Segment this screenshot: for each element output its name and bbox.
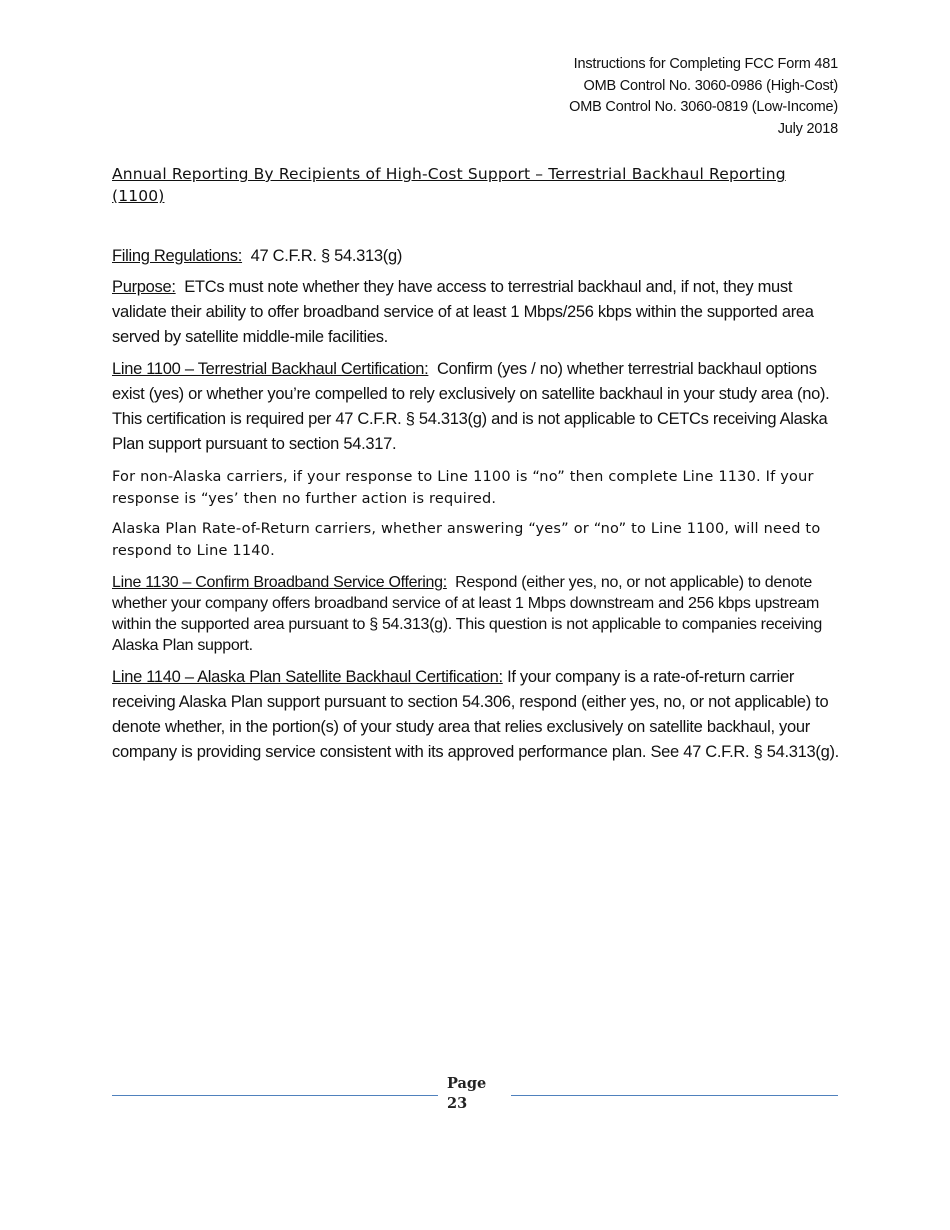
filing-regulations-paragraph	[112, 244, 840, 269]
page-footer	[112, 1074, 838, 1118]
filing-regulations-text: 47 C.F.R. § 54.313(g)	[250, 247, 403, 265]
line-1140-paragraph	[112, 665, 840, 765]
line-1100-text: Confirm (yes / no) whether terrestrial backhaul options exist (yes) or whether you’re compelled to rely exclusively on satellite backhaul in your study area (no). This certification is required per 47 C.F.R. § 54.313(g) and is not applicable to CETCs receiving Alaska Plan support pursuant to section 54.317.	[112, 360, 830, 453]
document-header	[569, 54, 838, 140]
footer-rule-left	[112, 1095, 438, 1096]
line-1140-text: If your company is a rate-of-return carrier receiving Alaska Plan support pursuant to section 54.306, respond (either yes, no, or not applicable) to denote whether, in the portion(s) of your study area that relies exclusively on satellite backhaul, your company is providing service consistent with its approved performance plan. See 47 C.F.R. § 54.313(g).	[112, 668, 839, 761]
line-1130-text: Respond (either yes, no, or not applicable) to denote whether your company offers broadband service of at least 1 Mbps downstream and 256 kbps upstream within the supported area pursuant to § 54.313(g). This question is not applicable to companies receiving Alaska Plan support.	[112, 574, 822, 654]
line-1100-label: Line 1100 – Terrestrial Backhaul Certification:	[112, 360, 429, 378]
alaska-note: Alaska Plan Rate-of-Return carriers, whether answering “yes” or “no” to Line 1100, will need to respond to Line 1140.	[112, 521, 821, 559]
section-title: Annual Reporting By Recipients of High-Cost Support – Terrestrial Backhaul Reporting (1100)	[112, 165, 786, 205]
purpose-text: ETCs must note whether they have access to terrestrial backhaul and, if not, they must validate their ability to offer broadband service of at least 1 Mbps/256 kbps within the supported area served by satellite middle-mile facilities.	[112, 278, 814, 346]
filing-regulations-label: Filing Regulations:	[112, 247, 243, 265]
footer-rule-right	[511, 1095, 838, 1096]
page-number-label	[447, 1074, 486, 1114]
purpose-paragraph	[112, 275, 840, 350]
non-alaska-note: For non-Alaska carriers, if your response to Line 1100 is “no” then complete Line 1130. If your response is “yes’ then no further action is required.	[112, 469, 814, 507]
purpose-label: Purpose:	[112, 278, 176, 296]
header-date: July 2018	[777, 120, 838, 137]
line-1100-paragraph	[112, 357, 840, 457]
page-number: 23	[447, 1095, 468, 1112]
header-form-title: Instructions for Completing FCC Form 481	[573, 56, 838, 72]
header-omb-low-income: OMB Control No. 3060-0819 (Low-Income)	[569, 99, 838, 115]
line-1140-label: Line 1140 – Alaska Plan Satellite Backhaul Certification:	[112, 668, 503, 686]
page-word: Page	[447, 1075, 487, 1092]
line-1130-paragraph	[112, 572, 840, 656]
header-omb-high-cost: OMB Control No. 3060-0986 (High-Cost)	[583, 77, 838, 94]
line-1130-label: Line 1130 – Confirm Broadband Service Offering:	[112, 574, 447, 591]
